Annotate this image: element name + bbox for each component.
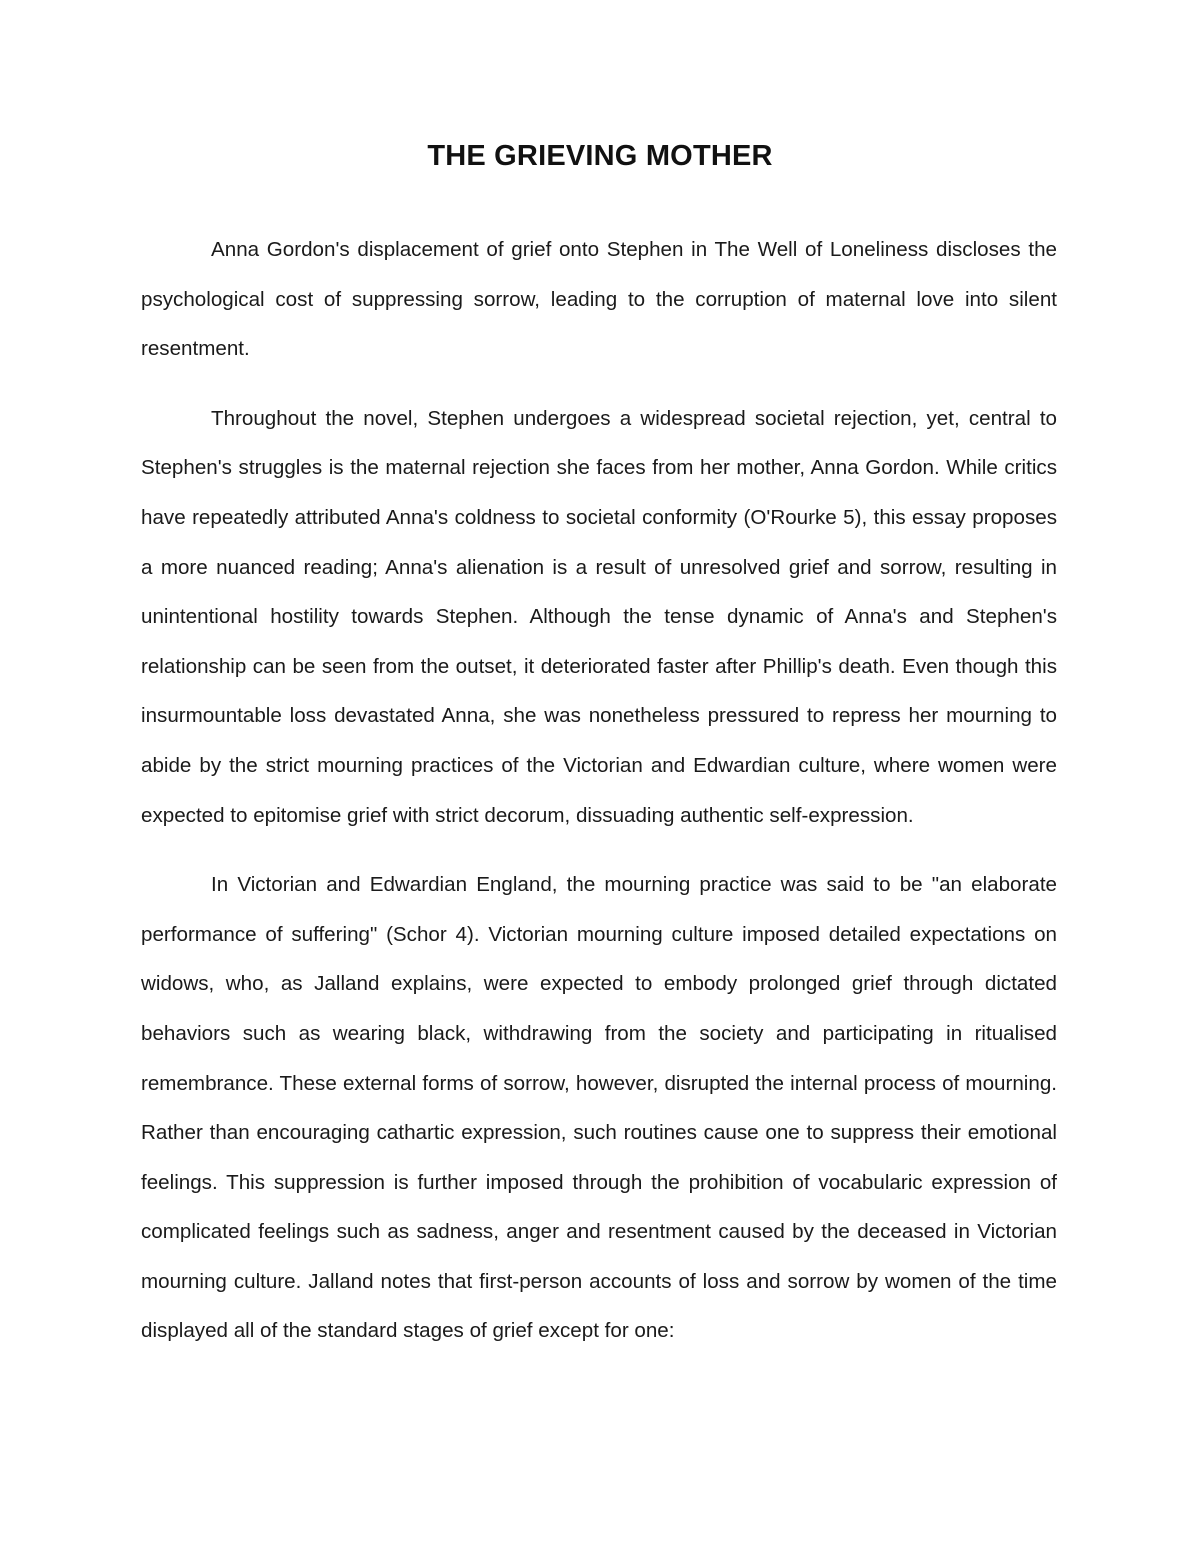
paragraph: In Victorian and Edwardian England, the mourning practice was said to be "an elaborate performance of suffering" (Schor 4). Victorian mourning culture imposed detailed expectations on widows, who, as Jalland explains, were expected to embody prolonged grief through dictated behaviors such as wearing black, withdrawing from the society and participating in ritualised remembrance. These external forms of sorrow, however, disrupted the internal process of mourning. Rather than encouraging cathartic expression, such routines cause one to suppress their emotional feelings. This suppression is further imposed through the prohibition of vocabularic expression of complicated feelings such as sadness, anger and resentment caused by the deceased in Victorian mourning culture. Jalland notes that first-person accounts of loss and sorrow by women of the time displayed all of the standard stages of grief except for one: <box>141 873 1057 1343</box>
document-body <box>141 225 1057 1376</box>
document-title: THE GRIEVING MOTHER <box>427 140 773 172</box>
paragraph: Anna Gordon's displacement of grief onto Stephen in The Well of Loneliness discloses the psychological cost of suppressing sorrow, leading to the corruption of maternal love into silent resentment. <box>141 238 1057 361</box>
paragraph: Throughout the novel, Stephen undergoes a widespread societal rejection, yet, central to Stephen's struggles is the maternal rejection she faces from her mother, Anna Gordon. While critics have repeatedly attributed Anna's coldness to societal conformity (O'Rourke 5), this essay proposes a more nuanced reading; Anna's alienation is a result of unresolved grief and sorrow, resulting in unintentional hostility towards Stephen. Although the tense dynamic of Anna's and Stephen's relationship can be seen from the outset, it deteriorated faster after Phillip's death. Even though this insurmountable loss devastated Anna, she was nonetheless pressured to repress her mourning to abide by the strict mourning practices of the Victorian and Edwardian culture, where women were expected to epitomise grief with strict decorum, dissuading authentic self-expression. <box>141 406 1057 827</box>
